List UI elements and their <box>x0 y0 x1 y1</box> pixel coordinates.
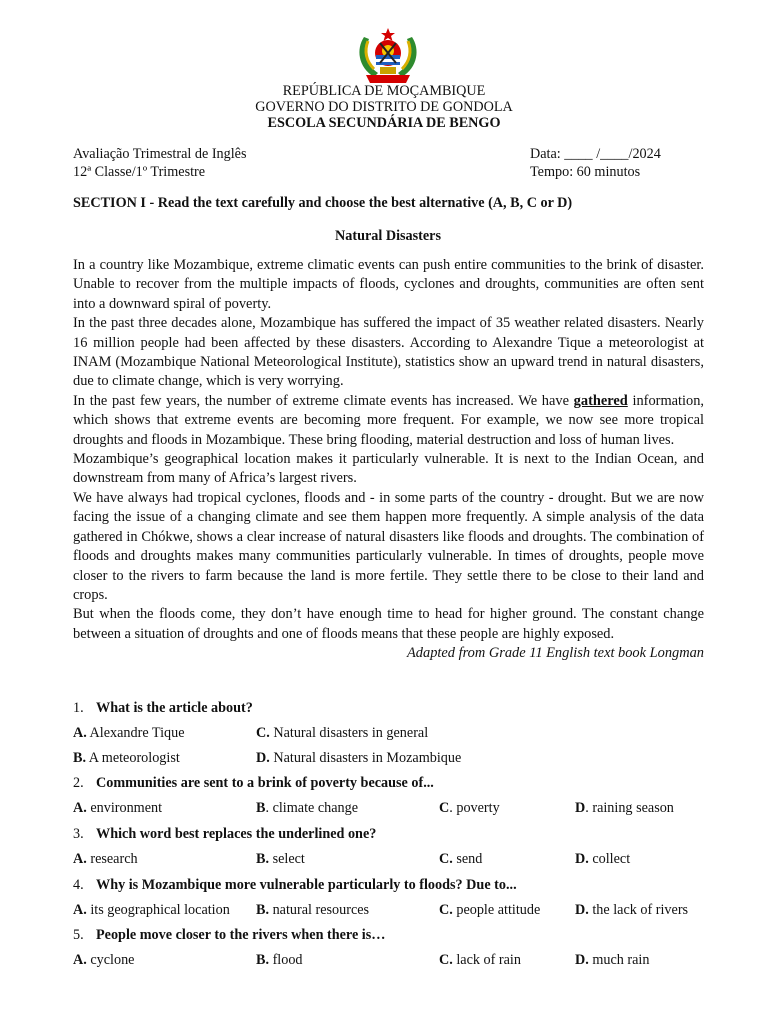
option-2d[interactable] <box>575 800 674 817</box>
underlined-word: gathered <box>573 392 628 409</box>
section-instruction: SECTION I - Read the text carefully and choose the best alternative (A, B, C or D) <box>73 195 573 211</box>
option-letter: C. <box>256 725 270 741</box>
option-2b[interactable] <box>256 800 358 817</box>
option-text: natural resources <box>269 902 370 918</box>
option-3c[interactable] <box>439 851 482 868</box>
option-3b[interactable] <box>256 851 305 868</box>
option-5b[interactable] <box>256 952 303 969</box>
option-3a[interactable] <box>73 851 138 868</box>
option-5c[interactable] <box>439 952 521 969</box>
option-text: send <box>452 851 483 867</box>
option-text: select <box>269 851 305 867</box>
option-1d[interactable] <box>256 750 461 767</box>
question-text: What is the article about? <box>96 700 253 716</box>
text-source: Adapted from Grade 11 English text book Longman <box>407 645 704 662</box>
option-text: research <box>86 851 138 867</box>
question-text: People move closer to the rivers when there is… <box>96 927 386 943</box>
exam-title: Avaliação Trimestral de Inglês <box>73 146 247 162</box>
coat-of-arms-icon <box>354 27 422 85</box>
option-text: lack of rain <box>452 952 521 968</box>
option-letter: B <box>256 800 266 816</box>
question-text: Communities are sent to a brink of poverty because of... <box>96 775 434 791</box>
paragraph-6: But when the floods come, they don’t have enough time to head for higher ground. The constant change between a situation of droughts and one of floods means that these people are highly exposed. <box>73 606 704 642</box>
option-letter: D. <box>575 851 589 867</box>
option-4d[interactable] <box>575 902 688 919</box>
option-text: . poverty <box>449 800 500 816</box>
option-letter: C. <box>439 952 453 968</box>
header-republic: REPÚBLICA DE MOÇAMBIQUE <box>282 83 486 99</box>
option-text: the lack of rivers <box>588 902 689 918</box>
option-letter: C <box>439 800 450 816</box>
option-letter: B. <box>256 952 270 968</box>
option-letter: B. <box>256 902 270 918</box>
option-1a[interactable] <box>73 725 185 742</box>
header-school: ESCOLA SECUNDÁRIA DE BENGO <box>267 115 501 131</box>
option-5a[interactable] <box>73 952 134 969</box>
option-letter: A. <box>73 952 87 968</box>
option-text: . climate change <box>265 800 359 816</box>
header-government: GOVERNO DO DISTRITO DE GONDOLA <box>255 99 513 115</box>
exam-class: 12ª Classe/1º Trimestre <box>73 164 206 180</box>
option-letter: C. <box>439 902 453 918</box>
question-2 <box>73 775 434 792</box>
option-letter: D. <box>575 952 589 968</box>
option-text: environment <box>86 800 163 816</box>
question-number: 1. <box>73 700 84 716</box>
question-4 <box>73 877 517 894</box>
option-letter: D. <box>256 750 270 766</box>
question-number: 2. <box>73 775 84 791</box>
paragraph-4: Mozambique’s geographical location makes it particularly vulnerable. It is next to the Indian Ocean, and downstream from many of Africa’s largest rivers. <box>73 451 704 487</box>
paragraph-5: We have always had tropical cyclones, floods and - in some parts of the country - drought. But we are now facing the issue of a changing climate and see them happen more frequently. A simple analysis of the data gathered in Chókwe, shows a clear increase of natural disasters like floods and droughts. The combination of floods and droughts makes many communities particularly vulnerable. In times of droughts, people move closer to the rivers to farm because the land is more fertile. They settle there to be close to their land and crops. <box>73 489 704 603</box>
question-text: Which word best replaces the underlined one? <box>96 826 377 842</box>
question-number: 4. <box>73 877 84 893</box>
option-letter: C. <box>439 851 453 867</box>
option-text: collect <box>588 851 631 867</box>
paragraph-3 <box>73 392 704 450</box>
option-5d[interactable] <box>575 952 649 969</box>
option-letter: D. <box>575 902 589 918</box>
question-1 <box>73 700 253 717</box>
option-letter: A. <box>73 800 87 816</box>
option-text: . raining season <box>585 800 674 816</box>
option-text: people attitude <box>452 902 541 918</box>
option-text: Natural disasters in Mozambique <box>269 750 462 766</box>
option-letter: D <box>575 800 586 816</box>
option-1c[interactable] <box>256 725 428 742</box>
exam-time: Tempo: 60 minutos <box>530 164 641 180</box>
question-3 <box>73 826 376 843</box>
option-text: flood <box>269 952 303 968</box>
option-text: Natural disasters in general <box>269 725 429 741</box>
option-2c[interactable] <box>439 800 500 817</box>
paragraph-3-part-1: In the past few years, the number of extreme climate events has increased. We have <box>73 392 574 409</box>
exam-date: Data: ____ /____/2024 <box>530 146 661 162</box>
option-3d[interactable] <box>575 851 630 868</box>
option-text: Alexandre Tique <box>86 725 185 741</box>
option-text: its geographical location <box>86 902 230 918</box>
option-letter: B. <box>73 750 87 766</box>
option-4c[interactable] <box>439 902 540 919</box>
reading-passage <box>73 256 704 664</box>
paragraph-2: In the past three decades alone, Mozambique has suffered the impact of 35 weather related disasters. Nearly 16 million people had been affected by these disasters. According to Alexandre Tique a meteorologist at INAM (Mozambique National Meteorological Institute), statistics show an upward trend in natural disasters, due to climate change, which is very worrying. <box>73 315 704 390</box>
option-text: A meteorologist <box>86 750 180 766</box>
question-number: 3. <box>73 826 84 842</box>
paragraph-3-part-2: information, which shows that extreme events are becoming more frequent. For example, we now see more tropical droughts and floods in Mozambique. These bring flooding, material destruction and loss of human lives. <box>73 392 705 448</box>
question-number: 5. <box>73 927 84 943</box>
question-text: Why is Mozambique more vulnerable particularly to floods? Due to... <box>96 877 517 893</box>
option-letter: A. <box>73 851 87 867</box>
option-4a[interactable] <box>73 902 230 919</box>
option-4b[interactable] <box>256 902 369 919</box>
option-text: cyclone <box>86 952 135 968</box>
question-5 <box>73 927 385 944</box>
option-text: much rain <box>588 952 650 968</box>
text-title: Natural Disasters <box>335 228 441 244</box>
option-letter: A. <box>73 725 87 741</box>
option-2a[interactable] <box>73 800 162 817</box>
option-1b[interactable] <box>73 750 180 767</box>
option-letter: A. <box>73 902 87 918</box>
option-letter: B. <box>256 851 270 867</box>
paragraph-1: In a country like Mozambique, extreme climatic events can push entire communities to the brink of disaster. Unable to recover from the multiple impacts of floods, cyclones and droughts, communities are often sent into a downward spiral of poverty. <box>73 257 704 312</box>
